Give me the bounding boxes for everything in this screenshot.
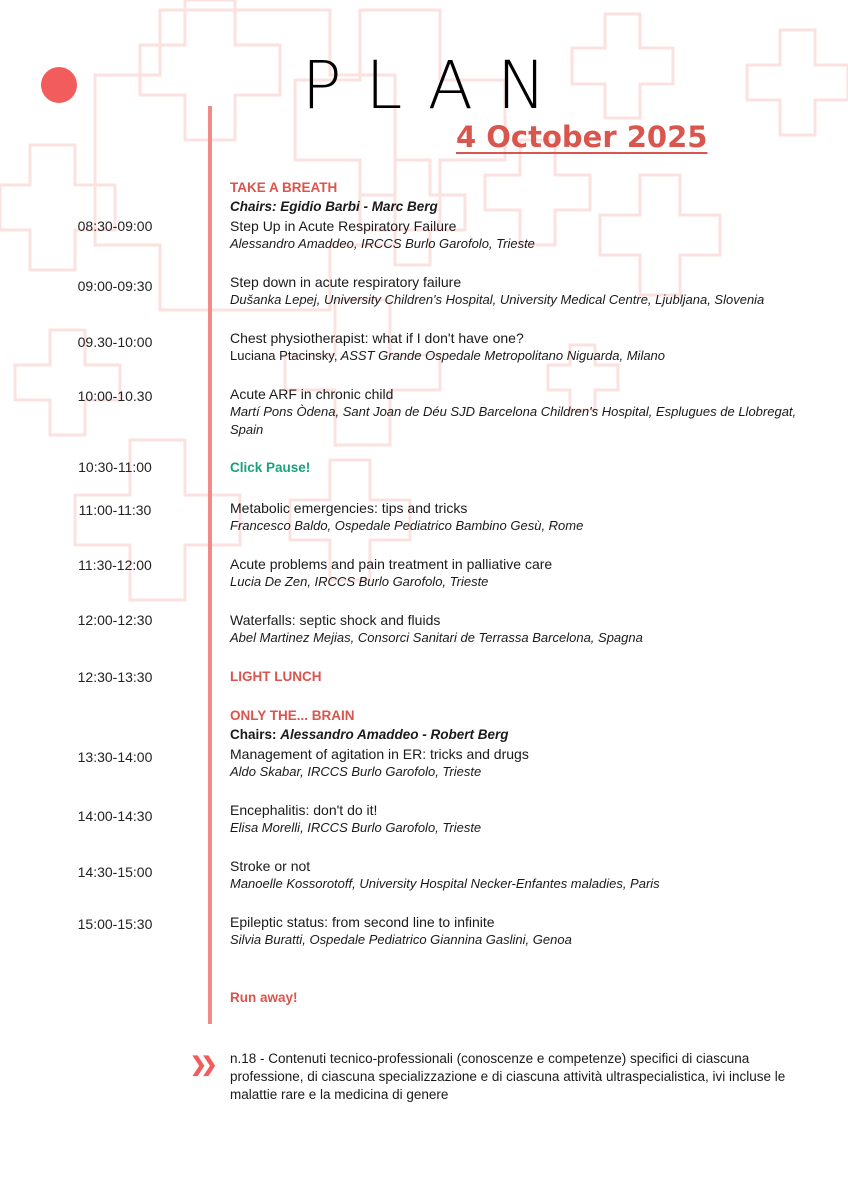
- talk-item: [230, 273, 830, 309]
- time-slot: 14:30-15:00: [77, 864, 153, 880]
- talk-speaker: Aldo Skabar, IRCCS Burlo Garofolo, Trieste: [230, 764, 482, 779]
- talk-title: Epileptic status: from second line to infinite: [230, 914, 495, 930]
- talk-title: Acute problems and pain treatment in palliative care: [230, 556, 553, 572]
- talk-item: [230, 913, 830, 949]
- time-slot: 08:30-09:00: [77, 218, 153, 234]
- talk-title: Management of agitation in ER: tricks and drugs: [230, 746, 529, 762]
- time-slot: 09:00-09:30: [77, 278, 153, 294]
- time-slot: 10:00-10.30: [77, 388, 153, 404]
- talk-speaker-name: Luciana Ptacinsky,: [230, 348, 338, 363]
- talk-title: Chest physiotherapist: what if I don't have one?: [230, 330, 524, 346]
- break-label: LIGHT LUNCH: [230, 669, 322, 684]
- talk-item: [230, 385, 830, 439]
- talk-title: Waterfalls: septic shock and fluids: [230, 612, 441, 628]
- talk-speaker: Martí Pons Òdena, Sant Joan de Déu SJD Barcelona Children's Hospital, Esplugues de Llobregat, Spain: [230, 404, 797, 437]
- talk-title: Step Up in Acute Respiratory Failure: [230, 218, 457, 234]
- time-slot: 11:00-11:30: [78, 502, 152, 518]
- time-slot: 12:30-13:30: [77, 669, 153, 685]
- talk-item: [230, 857, 830, 893]
- talk-speaker: Abel Martinez Mejias, Consorci Sanitari de Terrassa Barcelona, Spagna: [230, 630, 643, 645]
- talk-item: [230, 611, 830, 647]
- talk-title: Encephalitis: don't do it!: [230, 802, 378, 818]
- timeline-line: [208, 106, 212, 1024]
- session-chairs: Chairs: Egidio Barbi - Marc Berg: [230, 199, 438, 214]
- talk-speaker: Lucia De Zen, IRCCS Burlo Garofolo, Trieste: [230, 574, 489, 589]
- time-slot: 14:00-14:30: [77, 808, 153, 824]
- talk-title: Acute ARF in chronic child: [230, 386, 394, 402]
- footer-note: n.18 - Contenuti tecnico-professionali (conoscenze e competenze) specifici di ciascuna professione, di ciascuna specializzazione e di ciascuna attività ultraspecialistica, ivi incluse le malattie rare e la medicina di genere: [230, 1051, 786, 1102]
- time-slot: 13:30-14:00: [77, 749, 153, 765]
- time-slot: 09.30-10:00: [77, 334, 153, 350]
- talk-title: Stroke or not: [230, 858, 311, 874]
- talk-speaker-affiliation: ASST Grande Ospedale Metropolitano Niguarda, Milano: [337, 348, 666, 363]
- talk-item: [230, 499, 830, 535]
- talk-speaker: Manoelle Kossorotoff, University Hospital Necker-Enfantes maladies, Paris: [230, 876, 660, 891]
- page-title: PLAN: [301, 47, 571, 124]
- session-title: TAKE A BREATH: [230, 180, 338, 195]
- time-slot: 15:00-15:30: [77, 916, 153, 932]
- talk-item: [230, 801, 830, 837]
- talk-item: [230, 555, 830, 591]
- talk-title: Step down in acute respiratory failure: [230, 274, 462, 290]
- talk-title: Metabolic emergencies: tips and tricks: [230, 500, 468, 516]
- talk-speaker: Dušanka Lepej, University Children's Hospital, University Medical Centre, Ljubljana, Slovenia: [230, 292, 765, 307]
- time-slot: 11:30-12:00: [78, 557, 152, 573]
- time-slot: 10:30-11:00: [78, 459, 152, 475]
- talk-item: [230, 329, 830, 365]
- time-slot: 12:00-12:30: [77, 612, 153, 628]
- talk-item: [230, 217, 830, 253]
- double-chevron-right-icon: ❯❯: [190, 1054, 212, 1076]
- talk-speaker: Francesco Baldo, Ospedale Pediatrico Bambino Gesù, Rome: [230, 518, 584, 533]
- event-date: 4 October 2025: [456, 120, 708, 154]
- session-chairs: Chairs: Alessandro Amaddeo - Robert Berg: [230, 727, 509, 742]
- talk-speaker: Elisa Morelli, IRCCS Burlo Garofolo, Trieste: [230, 820, 482, 835]
- talk-item: [230, 745, 830, 781]
- break-label: Click Pause!: [230, 460, 311, 475]
- session-title: ONLY THE... BRAIN: [230, 708, 355, 723]
- closing-label: Run away!: [230, 990, 298, 1005]
- talk-speaker: Silvia Buratti, Ospedale Pediatrico Giannina Gaslini, Genoa: [230, 932, 572, 947]
- talk-speaker: Alessandro Amaddeo, IRCCS Burlo Garofolo, Trieste: [230, 236, 535, 251]
